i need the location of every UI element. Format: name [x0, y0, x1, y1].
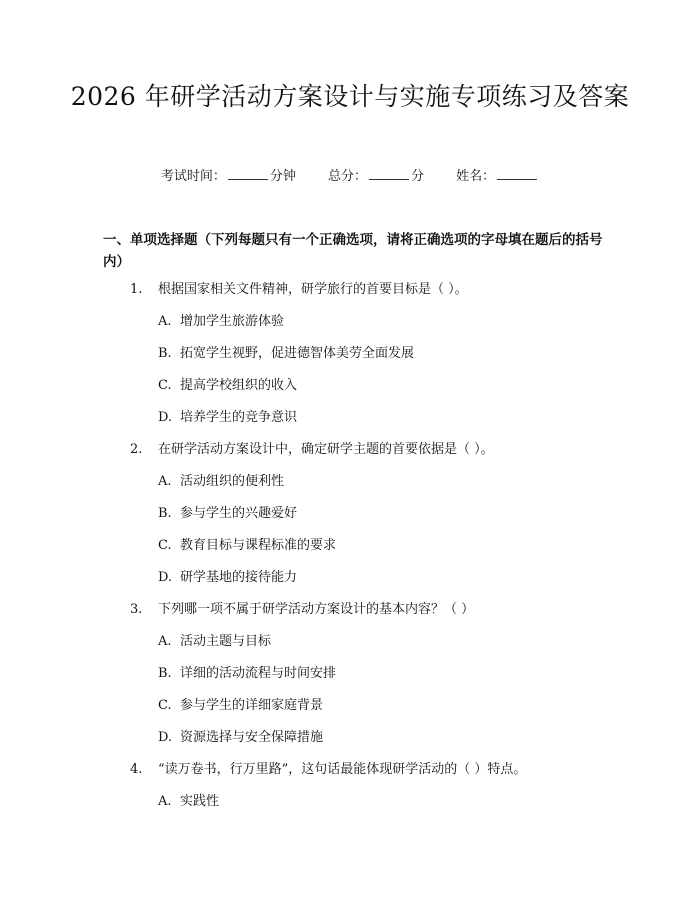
option-2c	[158, 536, 336, 556]
option-letter: B.	[158, 346, 172, 361]
option-text: 增加学生旅游体验	[180, 314, 285, 329]
option-text: 活动主题与目标	[180, 634, 272, 649]
question-text: 根据国家相关文件精神，研学旅行的首要目标是（ ）。	[158, 282, 468, 297]
option-1a	[158, 312, 284, 332]
exam-time-blank	[228, 167, 268, 180]
option-letter: D.	[158, 410, 173, 425]
option-3b	[158, 664, 336, 684]
exam-time-unit: 分钟	[269, 169, 296, 184]
question-2	[130, 440, 494, 460]
option-text: 培养学生的竞争意识	[180, 410, 298, 425]
option-text: 研学基地的接待能力	[180, 570, 298, 585]
total-score-unit: 分	[411, 169, 425, 184]
option-text: 资源选择与安全保障措施	[180, 730, 324, 745]
option-letter: D.	[158, 570, 173, 585]
option-letter: A.	[158, 314, 172, 329]
option-1d	[158, 408, 297, 428]
total-score-field	[328, 167, 424, 187]
option-4a	[158, 792, 219, 812]
student-name-blank	[497, 167, 537, 180]
option-1c	[158, 376, 297, 396]
exam-time-label: 考试时间：	[160, 169, 226, 184]
option-letter: C.	[158, 538, 172, 553]
student-name-label: 姓名：	[456, 169, 496, 184]
question-number: 1.	[130, 282, 143, 297]
option-text: 提高学校组织的收入	[180, 378, 298, 393]
option-3a	[158, 632, 271, 652]
option-3d	[158, 728, 323, 748]
option-text: 实践性	[180, 794, 220, 809]
question-text: 下列哪一项不属于研学活动方案设计的基本内容？（ ）	[158, 602, 475, 617]
option-letter: B.	[158, 506, 172, 521]
option-text: 参与学生的兴趣爱好	[180, 506, 298, 521]
question-3	[130, 600, 474, 620]
option-2d	[158, 568, 297, 588]
total-score-label: 总分：	[327, 169, 367, 184]
question-4	[130, 760, 526, 780]
question-text: 在研学活动方案设计中，确定研学主题的首要依据是（ ）。	[158, 442, 494, 457]
option-text: 参与学生的详细家庭背景	[180, 698, 324, 713]
question-text: “读万卷书，行万里路”，这句话最能体现研学活动的（ ）特点。	[158, 762, 527, 777]
option-text: 拓宽学生视野，促进德智体美劳全面发展	[180, 346, 415, 361]
option-letter: B.	[158, 666, 172, 681]
question-number: 2.	[130, 442, 143, 457]
document-title: 2026 年研学活动方案设计与实施专项练习及答案	[70, 82, 630, 111]
option-letter: A.	[158, 474, 172, 489]
option-letter: A.	[158, 634, 172, 649]
option-2a	[158, 472, 284, 492]
question-number: 3.	[130, 602, 143, 617]
exam-time-field	[161, 167, 296, 187]
option-letter: C.	[158, 378, 172, 393]
exam-info-line	[0, 167, 700, 187]
option-letter: A.	[158, 794, 172, 809]
student-name-field	[456, 167, 539, 187]
question-1	[130, 280, 468, 300]
option-text: 详细的活动流程与时间安排	[180, 666, 337, 681]
question-number: 4.	[130, 762, 143, 777]
section-heading: 一、单项选择题（下列每题只有一个正确选项，请将正确选项的字母填在题后的括号内）	[103, 232, 603, 270]
option-3c	[158, 696, 323, 716]
option-text: 活动组织的便利性	[180, 474, 285, 489]
option-2b	[158, 504, 297, 524]
option-letter: D.	[158, 730, 173, 745]
option-1b	[158, 344, 414, 364]
total-score-blank	[369, 167, 409, 180]
option-text: 教育目标与课程标准的要求	[180, 538, 337, 553]
option-letter: C.	[158, 698, 172, 713]
